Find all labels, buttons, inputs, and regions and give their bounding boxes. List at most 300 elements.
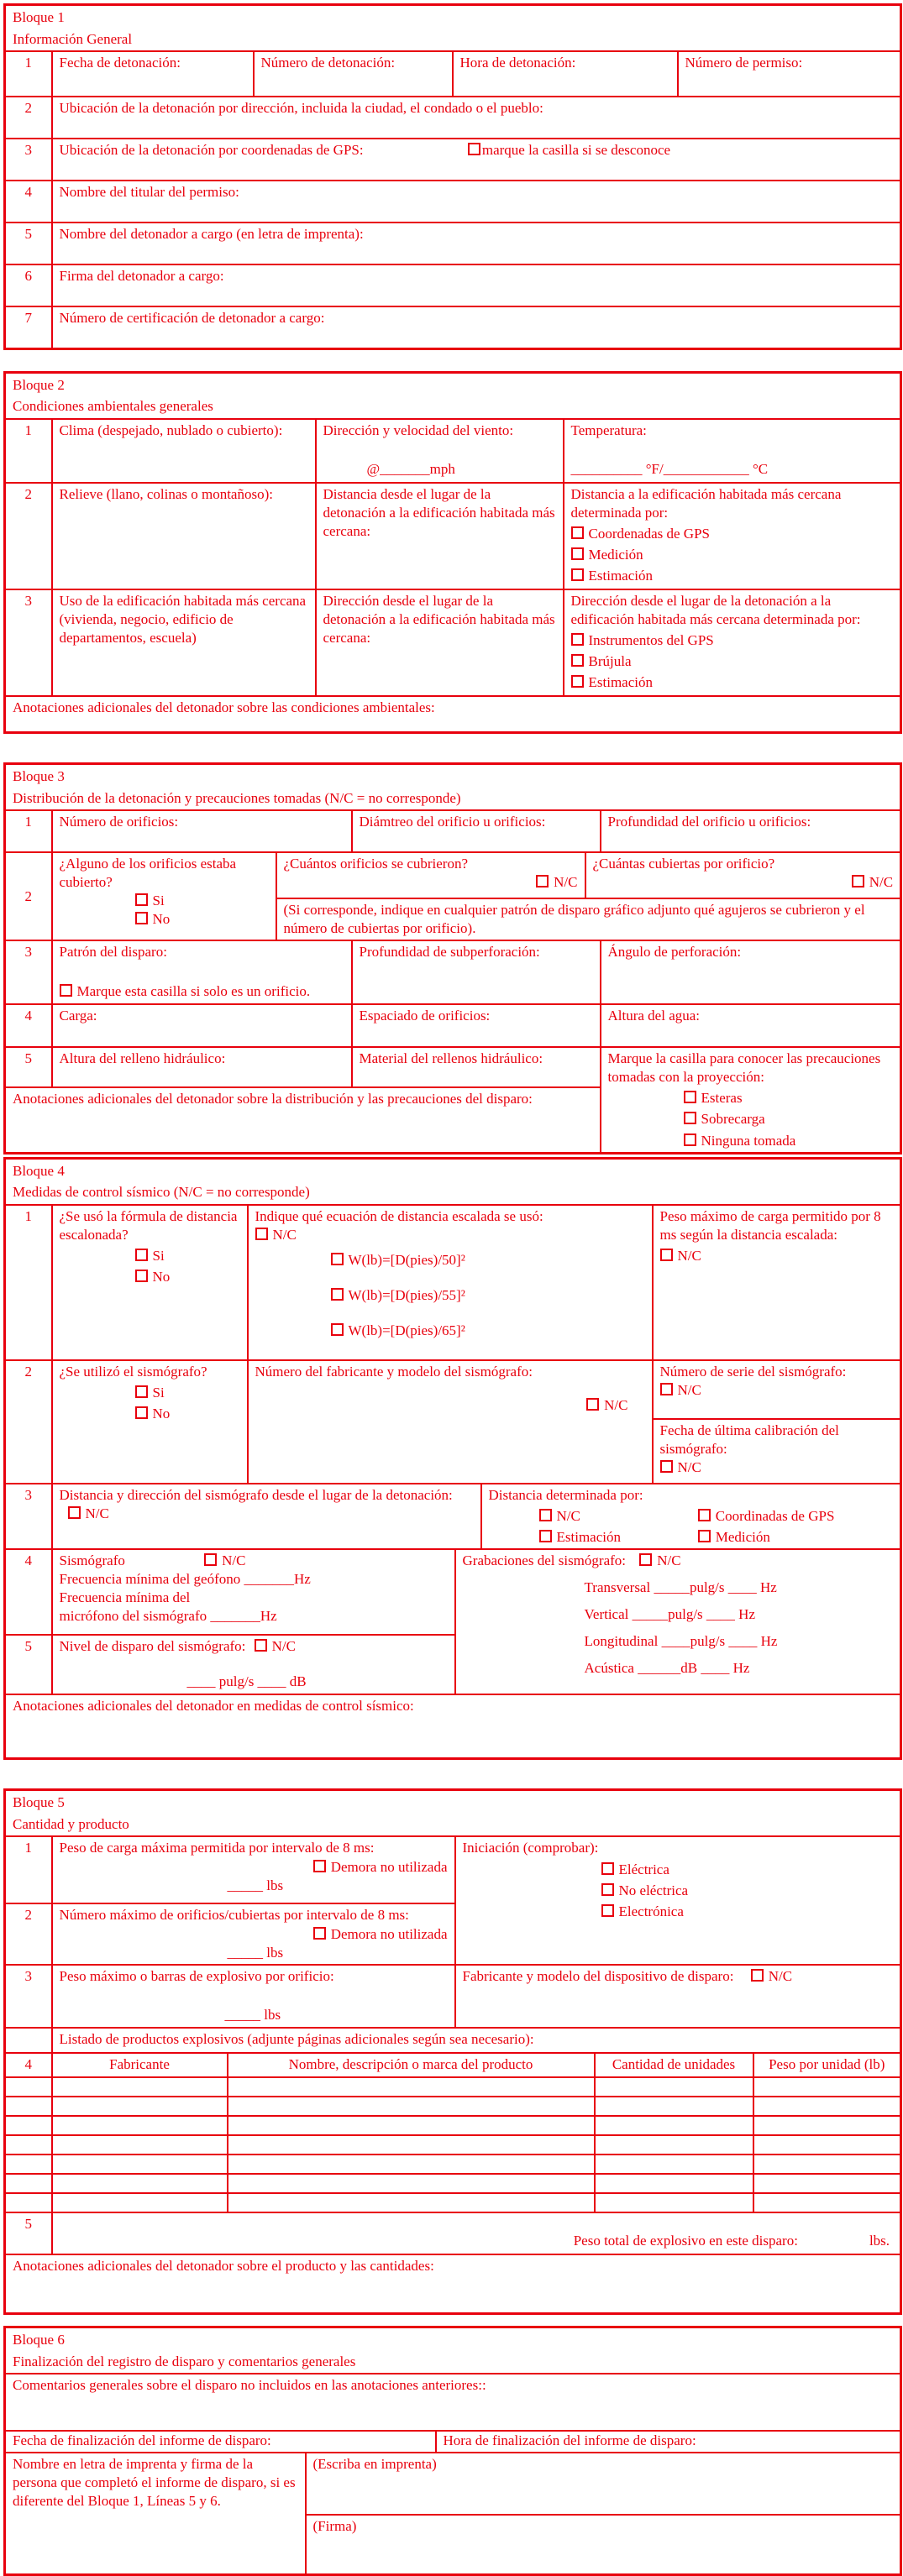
row-number: 2 [5, 1360, 52, 1484]
checkbox-label: N/C [85, 1505, 109, 1521]
product-cantidad-cell[interactable] [595, 2097, 753, 2116]
checkbox-nc[interactable] [593, 873, 894, 892]
product-peso-cell[interactable] [753, 2135, 901, 2155]
field-anotaciones-sismico[interactable] [5, 1694, 901, 1759]
label-carga: Carga: [59, 1008, 97, 1024]
product-peso-cell[interactable] [753, 2077, 901, 2097]
row-number: 1 [5, 419, 52, 483]
checkbox-label: Coordinadas de GPS [715, 1507, 835, 1524]
checkbox-label: Ninguna tomada [701, 1132, 796, 1149]
product-peso-cell[interactable] [753, 2193, 901, 2212]
field-hora-finalizacion[interactable] [436, 2431, 901, 2453]
label-orificios-cubiertos: ¿Alguno de los orificios estaba cubierto? [59, 856, 237, 891]
product-row-number[interactable] [5, 2174, 52, 2193]
label-escriba-imprenta: (Escriba en imprenta) [312, 2456, 437, 2473]
checkbox-icon [684, 1091, 696, 1103]
field-distancia-determinada-por[interactable] [481, 1484, 901, 1549]
column-header-fabricante: Fabricante [52, 2053, 228, 2076]
field-serie-sismografo[interactable] [653, 1360, 901, 1419]
checkbox-icon [255, 1639, 267, 1652]
label-cuantos-cubrieron: ¿Cuántos orificios se cubrieron? [283, 856, 469, 872]
row-number: 5 [5, 2212, 52, 2254]
product-nombre-cell[interactable] [228, 2174, 595, 2193]
label-anotaciones-ambientales: Anotaciones adicionales del detonador sobre las condiciones ambientales: [13, 699, 435, 715]
label-fabricante-sismografo: Número del fabricante y modelo del sismógrafo: [255, 1363, 533, 1380]
bloque-1-table [3, 3, 902, 350]
product-row-number[interactable] [5, 2135, 52, 2155]
checkbox-nc[interactable] [539, 1507, 695, 1526]
field-numero-permiso[interactable] [678, 51, 901, 97]
checkbox-esteras[interactable] [684, 1089, 894, 1107]
field-anotaciones-distribucion[interactable] [5, 1087, 601, 1153]
field-direccion-determinada[interactable] [564, 589, 901, 696]
label-peso-maximo-orificio: Peso máximo o barras de explosivo por orificio: [59, 1968, 334, 1985]
bloque-4-subtitle: Medidas de control sísmico (N/C = no corresponde) [13, 1184, 310, 1201]
label-profundidad-orificio: Profundidad del orificio u orificios: [607, 814, 811, 830]
label-precauciones-proyeccion: Marque la casilla para conocer las precauciones tomadas con la proyección: [607, 1050, 881, 1086]
product-peso-cell[interactable] [753, 2097, 901, 2116]
checkbox-label: N/C [272, 1226, 297, 1243]
field-numero-maximo-orificios[interactable] [52, 1903, 455, 1965]
field-fabricante-sismografo[interactable] [248, 1360, 653, 1484]
checkbox-icon [135, 1249, 148, 1261]
label-uso-sismografo: ¿Se utilizó el sismógrafo? [59, 1363, 207, 1380]
product-cantidad-cell[interactable] [595, 2116, 753, 2135]
checkbox-icon [601, 1904, 614, 1917]
checkbox-medicion[interactable] [698, 1529, 770, 1545]
row-number: 1 [5, 51, 52, 97]
label-distancia-sismografo: Distancia y dirección del sismógrafo desde el lugar de la detonación: [59, 1486, 453, 1503]
label-calibracion-sismografo: Fecha de última calibración del sismógrafo: [659, 1422, 839, 1457]
checkbox-nc[interactable] [204, 1552, 245, 1568]
row-number: 4 [5, 1549, 52, 1635]
checkbox-icon [601, 1883, 614, 1896]
checkbox-nc[interactable] [68, 1505, 109, 1521]
checkbox-label: N/C [222, 1552, 246, 1568]
checkbox-label: Si [152, 1247, 165, 1264]
checkbox-coordenadas-gps[interactable] [571, 525, 894, 543]
checkbox-label: Eléctrica [618, 1861, 669, 1877]
checkbox-nc[interactable] [660, 1381, 894, 1400]
row-number: 5 [5, 1047, 52, 1087]
product-row-number[interactable] [5, 2116, 52, 2135]
checkbox-no-electrica[interactable] [601, 1882, 894, 1900]
field-clima[interactable] [52, 419, 316, 483]
bloque-5-table [3, 1788, 902, 2315]
label-direccion-determinada: Dirección desde el lugar de la detonación a la edificación habitada más cercana determinada por: [570, 592, 861, 627]
product-row-number[interactable] [5, 2097, 52, 2116]
label-numero-orificios: Número de orificios: [59, 814, 179, 830]
bloque-3-subtitle: Distribución de la detonación y precauciones tomadas (N/C = no corresponde) [13, 789, 461, 806]
field-distancia-determinada[interactable] [564, 483, 901, 589]
checkbox-electrica[interactable] [601, 1861, 894, 1879]
checkbox-estimacion[interactable] [571, 567, 894, 585]
field-ecuacion-distancia[interactable] [248, 1205, 653, 1360]
checkbox-icon [684, 1112, 696, 1124]
checkbox-gps-desconocido[interactable] [468, 142, 670, 158]
label-anotaciones-distribucion: Anotaciones adicionales del detonador sobre la distribución y las precauciones del disparo: [13, 1090, 533, 1107]
field-subperforacion[interactable] [352, 940, 601, 1004]
field-espaciado[interactable] [352, 1004, 601, 1047]
label-ecuacion-distancia: Indique qué ecuación de distancia escalada se usó: [255, 1207, 543, 1224]
label-lbs: lbs. [869, 2233, 890, 2249]
checkbox-label: N/C [271, 1637, 296, 1654]
grabacion-vertical[interactable]: Vertical _____pulg/s ____ Hz [584, 1606, 755, 1623]
column-header-cantidad: Cantidad de unidades [595, 2053, 753, 2076]
checkbox-label: N/C [604, 1396, 628, 1413]
nivel-disparo-line[interactable]: ____ pulg/s ____ dB [186, 1673, 307, 1689]
label-ubicacion-gps: Ubicación de la detonación por coordenadas de GPS: [59, 142, 364, 158]
field-hora-detonacion[interactable] [453, 51, 678, 97]
field-sismografo-frecuencias[interactable] [52, 1549, 455, 1635]
row-number: 2 [5, 483, 52, 589]
label-altura-agua: Altura del agua: [607, 1008, 701, 1024]
checkbox-icon [331, 1323, 344, 1336]
checkbox-nc[interactable] [660, 1458, 894, 1477]
checkbox-icon [60, 984, 72, 997]
field-nombre-detonador[interactable] [52, 223, 901, 264]
bloque-5-subtitle: Cantidad y producto [13, 1815, 129, 1832]
label-sismografo: Sismógrafo [59, 1552, 125, 1568]
product-fabricante-cell[interactable] [52, 2174, 228, 2193]
product-nombre-cell[interactable] [228, 2097, 595, 2116]
checkbox-nc[interactable] [255, 1226, 645, 1244]
field-ubicacion-gps[interactable] [52, 139, 901, 181]
label-temperatura: Temperatura: [570, 421, 647, 438]
field-cuantos-cubrieron[interactable] [276, 852, 585, 898]
label-ubicacion-direccion: Ubicación de la detonación por dirección, incluida la ciudad, el condado o el pueblo: [59, 100, 543, 116]
checkbox-label: Esteras [701, 1090, 743, 1107]
checkbox-nc[interactable] [255, 1396, 645, 1415]
grabacion-longitudinal[interactable]: Longitudinal ____pulg/s ____ Hz [584, 1633, 778, 1650]
field-anotaciones-ambientales[interactable] [5, 696, 901, 733]
row-number-empty [5, 2028, 52, 2053]
checkbox-label: No [152, 911, 171, 928]
row-number: 2 [5, 1903, 52, 1965]
product-fabricante-cell[interactable] [52, 2097, 228, 2116]
checkbox-sobrecarga[interactable] [684, 1110, 894, 1128]
checkbox-medicion[interactable] [571, 546, 894, 564]
row-number: 1 [5, 1836, 52, 1903]
bloque-3-table [3, 762, 902, 1154]
row-number: 3 [5, 940, 52, 1004]
checkbox-icon [313, 1927, 326, 1940]
product-peso-cell[interactable] [753, 2116, 901, 2135]
checkbox-label: N/C [554, 874, 578, 891]
checkbox-icon [684, 1134, 696, 1146]
product-cantidad-cell[interactable] [595, 2135, 753, 2155]
checkbox-label: Marque esta casilla si solo es un orificio. [76, 983, 311, 1000]
bloque-2-subtitle: Condiciones ambientales generales [13, 398, 213, 414]
checkbox-icon [468, 143, 480, 155]
label-clima: Clima (despejado, nublado o cubierto): [59, 421, 283, 438]
checkbox-nc[interactable] [284, 873, 578, 892]
checkbox-icon [135, 1385, 148, 1398]
checkbox-icon [660, 1249, 673, 1261]
field-certificacion-detonador[interactable] [52, 306, 901, 348]
label-fecha-finalizacion: Fecha de finalización del informe de disparo: [13, 2432, 271, 2449]
product-nombre-cell[interactable] [228, 2155, 595, 2174]
listado-text: Listado de productos explosivos (adjunte páginas adicionales según sea necesario): [59, 2031, 534, 2048]
checkbox-no[interactable] [135, 910, 269, 929]
bloque-2-table [3, 371, 902, 735]
checkbox-label: W(lb)=[D(pies)/55]² [348, 1286, 465, 1303]
field-grabaciones-sismografo[interactable] [455, 1549, 901, 1694]
field-uso-sismografo[interactable] [52, 1360, 248, 1484]
checkbox-solo-un-orificio[interactable] [60, 982, 344, 1001]
checkbox-icon [660, 1383, 673, 1395]
checkbox-label: No [152, 1268, 171, 1285]
bloque-4-header [5, 1158, 901, 1205]
field-peso-carga-maxima[interactable] [52, 1836, 455, 1903]
field-diametro-orificio[interactable] [352, 810, 601, 852]
product-peso-cell[interactable] [753, 2174, 901, 2193]
field-peso-total[interactable] [52, 2212, 901, 2254]
label-anotaciones-sismico: Anotaciones adicionales del detonador en medidas de control sísmico: [13, 1697, 414, 1714]
field-numero-orificios[interactable] [52, 810, 352, 852]
label-peso-maximo-8ms: Peso máximo de carga permitido por 8 ms según la distancia escalada: [659, 1207, 881, 1243]
product-nombre-cell[interactable] [228, 2077, 595, 2097]
checkbox-brujula[interactable] [571, 652, 894, 671]
checkbox-label: N/C [677, 1381, 701, 1398]
checkbox-label: Estimación [588, 567, 653, 584]
bloque-6-subtitle: Finalización del registro de disparo y comentarios generales [13, 2353, 356, 2369]
checkbox-estimacion[interactable] [571, 673, 894, 692]
label-anotaciones-producto: Anotaciones adicionales del detonador sobre el producto y las cantidades: [13, 2257, 434, 2274]
field-fecha-finalizacion[interactable] [5, 2431, 436, 2453]
row-number: 1 [5, 810, 52, 852]
field-orificios-cubiertos[interactable] [52, 852, 276, 940]
checkbox-nc[interactable] [660, 1247, 894, 1265]
product-nombre-cell[interactable] [228, 2193, 595, 2212]
checkbox-icon [571, 675, 584, 688]
checkbox-label: W(lb)=[D(pies)/50]² [348, 1251, 465, 1268]
product-nombre-cell[interactable] [228, 2135, 595, 2155]
checkbox-label: Si [152, 1384, 165, 1401]
label-formula-distancia: ¿Se usó la fórmula de distancia escalonada? [59, 1207, 238, 1243]
checkbox-nc[interactable] [255, 1638, 296, 1654]
field-peso-maximo-orificio[interactable] [52, 1965, 455, 2028]
checkbox-label: Medición [588, 546, 643, 563]
checkbox-label: Si [152, 893, 165, 909]
checkbox-label: N/C [657, 1552, 681, 1568]
field-patron-disparo[interactable] [52, 940, 352, 1004]
product-peso-cell[interactable] [753, 2155, 901, 2174]
checkbox-si[interactable] [135, 1384, 240, 1402]
bloque-1-subtitle: Información General [13, 30, 133, 47]
grabacion-acustica[interactable]: Acústica ______dB ____ Hz [584, 1660, 750, 1677]
label-dispositivo-disparo: Fabricante y modelo del dispositivo de disparo: [462, 1968, 734, 1985]
checkbox-icon [135, 893, 148, 906]
product-cantidad-cell[interactable] [595, 2193, 753, 2212]
checkbox-label: Instrumentos del GPS [588, 631, 714, 648]
field-escriba-imprenta[interactable] [306, 2453, 901, 2515]
checkbox-label: Brújula [588, 652, 632, 669]
row-number: 5 [5, 1635, 52, 1694]
column-header-producto: Nombre, descripción o marca del producto [228, 2053, 595, 2076]
checkbox-nc[interactable] [751, 1968, 792, 1984]
checkbox-icon [539, 1509, 552, 1521]
field-firma-detonador[interactable] [52, 264, 901, 306]
label-numero-permiso: Número de permiso: [685, 55, 803, 71]
row-number: 4 [5, 1004, 52, 1047]
field-cuantas-cubiertas[interactable] [585, 852, 901, 898]
label-cuantas-cubiertas: ¿Cuántas cubiertas por orificio? [592, 856, 775, 872]
nombre-firma-text: Nombre en letra de imprenta y firma de la persona que completó el informe de disparo, si es diferente del Bloque 1, Líneas 5 y 6. [13, 2456, 296, 2510]
field-precauciones-proyeccion[interactable] [601, 1047, 901, 1153]
checkbox-label: Medición [715, 1528, 770, 1545]
field-nivel-disparo-sismografo[interactable] [52, 1635, 455, 1694]
checkbox-label: marque la casilla si se desconoce [481, 142, 671, 158]
field-iniciacion[interactable] [455, 1836, 901, 1965]
field-carga[interactable] [52, 1004, 352, 1047]
field-viento[interactable] [316, 419, 564, 483]
product-fabricante-cell[interactable] [52, 2135, 228, 2155]
product-nombre-cell[interactable] [228, 2116, 595, 2135]
field-temperatura[interactable] [564, 419, 901, 483]
field-relieve[interactable] [52, 483, 316, 589]
column-header-peso-unidad: Peso por unidad (lb) [753, 2053, 901, 2076]
checkbox-ecuacion-55[interactable] [331, 1286, 645, 1305]
checkbox-icon [135, 1406, 148, 1419]
note-text: (Si corresponde, indique en cualquier patrón de disparo gráfico adjunto qué agujeros se cubrieron y el número de cubiertas por orificio). [283, 902, 865, 937]
field-peso-maximo-8ms[interactable] [653, 1205, 901, 1360]
field-comentarios-generales[interactable] [5, 2374, 901, 2431]
checkbox-label: Estimación [588, 673, 653, 690]
field-altura-relleno[interactable] [52, 1047, 352, 1087]
product-fabricante-cell[interactable] [52, 2155, 228, 2174]
checkbox-label: Coordenadas de GPS [588, 525, 710, 542]
field-dispositivo-disparo[interactable] [455, 1965, 901, 2028]
label-diametro-orificio: Diámtreo del orificio u orificios: [359, 814, 546, 830]
field-direccion-edificacion[interactable] [316, 589, 564, 696]
bloque-4-table [3, 1157, 902, 1761]
bloque-6-header [5, 2327, 901, 2374]
label-uso-edificacion: Uso de la edificación habitada más cercana (vivienda, negocio, edificio de departamentos, escuela) [59, 592, 307, 646]
field-firma[interactable] [306, 2515, 901, 2574]
checkbox-coordinadas-gps[interactable] [698, 1508, 835, 1524]
product-row-number[interactable] [5, 2155, 52, 2174]
product-fabricante-cell[interactable] [52, 2193, 228, 2212]
grabacion-transversal[interactable]: Transversal _____pulg/s ____ Hz [584, 1579, 777, 1596]
row-number: 1 [5, 1205, 52, 1360]
checkbox-label: N/C [677, 1458, 701, 1475]
product-row-number[interactable] [5, 2193, 52, 2212]
label-nombre-firma-persona [5, 2453, 306, 2574]
checkbox-ecuacion-65[interactable] [331, 1322, 645, 1340]
checkbox-icon [331, 1288, 344, 1301]
label-material-relleno: Material del rellenos hidráulico: [359, 1050, 543, 1067]
product-cantidad-cell[interactable] [595, 2077, 753, 2097]
field-distancia-sismografo[interactable] [52, 1484, 481, 1549]
field-ubicacion-direccion[interactable] [52, 97, 901, 139]
checkbox-nc[interactable] [639, 1552, 680, 1568]
product-row-number[interactable] [5, 2077, 52, 2097]
field-uso-edificacion[interactable] [52, 589, 316, 696]
label-frecuencia-microfono-2: micrófono del sismógrafo _______Hz [59, 1608, 277, 1625]
checkbox-ninguna-tomada[interactable] [684, 1132, 894, 1150]
label-hora-finalizacion: Hora de finalización del informe de disparo: [443, 2432, 696, 2449]
checkbox-icon [539, 1530, 552, 1542]
checkbox-ecuacion-50[interactable] [331, 1251, 645, 1270]
product-cantidad-cell[interactable] [595, 2155, 753, 2174]
label-listado-productos [52, 2028, 901, 2053]
label-nivel-disparo-sismografo: Nivel de disparo del sismógrafo: [59, 1637, 246, 1654]
checkbox-no[interactable] [135, 1405, 240, 1423]
label-hora-detonacion: Hora de detonación: [459, 55, 576, 71]
field-anotaciones-producto[interactable] [5, 2254, 901, 2314]
checkbox-icon [571, 526, 584, 539]
label-titular-permiso: Nombre del titular del permiso: [59, 184, 239, 200]
row-number: 3 [5, 1484, 52, 1549]
field-altura-agua[interactable] [601, 1004, 901, 1047]
peso-lbs-line[interactable]: _____ lbs [227, 1877, 284, 1893]
row-number: 2 [5, 852, 52, 940]
field-material-relleno[interactable] [352, 1047, 601, 1087]
checkbox-label: N/C [556, 1507, 580, 1524]
checkbox-label: No eléctrica [618, 1882, 689, 1898]
label-relieve: Relieve (llano, colinas o montañoso): [59, 485, 273, 502]
temperatura-line[interactable]: __________ °F/____________ °C [570, 461, 769, 478]
product-fabricante-cell[interactable] [52, 2116, 228, 2135]
field-formula-distancia[interactable] [52, 1205, 248, 1360]
label-frecuencia-geofono: Frecuencia mínima del geófono _______Hz [59, 1571, 311, 1588]
row-number: 4 [5, 181, 52, 223]
product-cantidad-cell[interactable] [595, 2174, 753, 2193]
checkbox-si[interactable] [135, 1247, 240, 1265]
checkbox-icon [571, 654, 584, 667]
checkbox-instrumentos-gps[interactable] [571, 631, 894, 650]
checkbox-demora-no-utilizada[interactable] [60, 1858, 448, 1877]
label-direccion-edificacion: Dirección desde el lugar de la detonación a la edificación habitada más cercana: [323, 592, 555, 646]
viento-mph-line[interactable]: @_______mph [366, 461, 455, 478]
label-subperforacion: Profundidad de subperforación: [359, 944, 540, 961]
field-profundidad-orificio[interactable] [601, 810, 901, 852]
bloque-6-title: Bloque 6 [13, 2332, 65, 2348]
peso-lbs-line[interactable]: _____ lbs [224, 2007, 281, 2024]
field-fecha-detonacion[interactable] [52, 51, 254, 97]
label-comentarios-generales: Comentarios generales sobre el disparo no incluidos en las anotaciones anteriores:: [13, 2377, 486, 2394]
bloque-6-table [3, 2326, 902, 2576]
product-fabricante-cell[interactable] [52, 2077, 228, 2097]
checkbox-estimacion[interactable] [539, 1528, 695, 1547]
row-number: 6 [5, 264, 52, 306]
label-distancia-determinada-por: Distancia determinada por: [488, 1486, 643, 1503]
bloque-1-title: Bloque 1 [13, 9, 65, 25]
checkbox-icon [639, 1553, 652, 1566]
label-serie-sismografo: Número de serie del sismógrafo: [659, 1363, 847, 1380]
bloque-2-title: Bloque 2 [13, 376, 65, 393]
field-calibracion-sismografo[interactable] [653, 1419, 901, 1484]
peso-lbs-line[interactable]: _____ lbs [227, 1944, 284, 1961]
label-numero-detonacion: Número de detonación: [260, 55, 396, 71]
checkbox-label: N/C [677, 1247, 701, 1264]
row-number: 4 [5, 2053, 52, 2076]
checkbox-label: Estimación [556, 1528, 621, 1545]
field-angulo-perforacion[interactable] [601, 940, 901, 1004]
field-numero-detonacion[interactable] [254, 51, 453, 97]
checkbox-no[interactable] [135, 1268, 240, 1286]
field-distancia-edificacion[interactable] [316, 483, 564, 589]
checkbox-demora-no-utilizada[interactable] [60, 1925, 448, 1944]
checkbox-icon [698, 1509, 711, 1521]
field-titular-permiso[interactable] [52, 181, 901, 223]
checkbox-label: N/C [768, 1968, 793, 1985]
label-angulo-perforacion: Ángulo de perforación: [607, 944, 742, 961]
checkbox-si[interactable] [135, 892, 269, 910]
checkbox-electronica[interactable] [601, 1903, 894, 1921]
bloque-2-header [5, 372, 901, 419]
